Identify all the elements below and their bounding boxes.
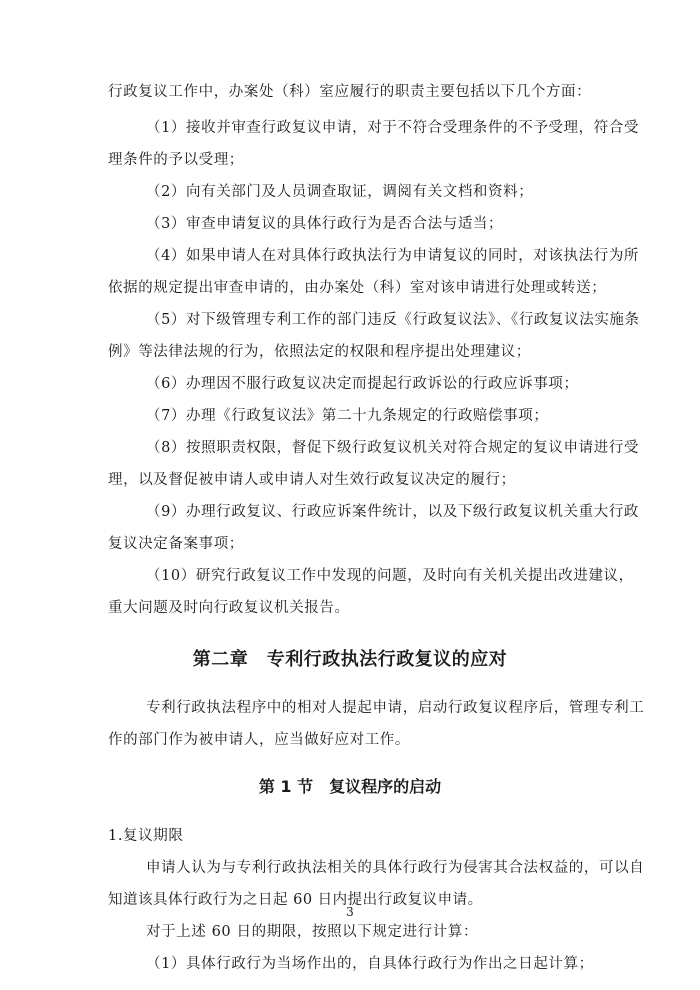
text-line: 复议决定备案事项； xyxy=(108,536,244,552)
text-line: 行政复议工作中，办案处（科）室应履行的职责主要包括以下几个方面： xyxy=(108,84,592,100)
text-line: 申请人认为与专利行政执法相关的具体行政行为侵害其合法权益的，可以自 xyxy=(146,860,645,876)
text-line: 例》等法律法规的行为，依照法定的权限和程序提出处理建议； xyxy=(108,344,531,360)
text-line: 依据的规定提出审查申请的，由办案处（科）室对该申请进行处理或转送； xyxy=(108,280,607,296)
text-line: （7）办理《行政复议法》第二十九条规定的行政赔偿事项； xyxy=(146,408,549,424)
text-line: （9）办理行政复议、行政应诉案件统计，以及下级行政复议机关重大行政 xyxy=(146,504,640,520)
page-number-container xyxy=(0,905,700,919)
text-line: （6）办理因不服行政复议决定而提起行政诉讼的行政应诉事项； xyxy=(146,376,579,392)
text-line: （4）如果申请人在对具体行政执法行为申请复议的同时，对该执法行为所 xyxy=(146,248,640,264)
text-line: 重大问题及时向行政复议机关报告。 xyxy=(108,600,350,616)
text-line: （10）研究行政复议工作中发现的问题，及时向有关机关提出改进建议， xyxy=(146,568,634,584)
text-line: （3）审查申请复议的具体行政行为是否合法与适当； xyxy=(146,216,504,232)
text-line: （2）向有关部门及人员调查取证，调阅有关文档和资料； xyxy=(146,184,534,200)
text-line: 知道该具体行政行为之日起 60 日内提出行政复议申请。 xyxy=(108,892,483,908)
sub-heading: 1.复议期限 xyxy=(108,828,184,844)
section-heading: 第 1 节 复议程序的启动 xyxy=(258,777,442,796)
chapter-heading: 第二章 专利行政执法行政复议的应对 xyxy=(192,649,508,670)
text-line: （1）接收并审查行政复议申请，对于不符合受理条件的不予受理，符合受 xyxy=(146,120,640,136)
text-line: 理，以及督促被申请人或申请人对生效行政复议决定的履行； xyxy=(108,472,516,488)
text-line: 专利行政执法程序中的相对人提起申请，启动行政复议程序后，管理专利工 xyxy=(146,700,645,716)
text-line: （5）对下级管理专利工作的部门违反《行政复议法》、《行政复议法实施条 xyxy=(146,312,640,328)
text-line: （8）按照职责权限，督促下级行政复议机关对符合规定的复议申请进行受 xyxy=(146,440,640,456)
text-line: 作的部门作为被申请人，应当做好应对工作。 xyxy=(108,732,410,748)
text-line: 理条件的予以受理； xyxy=(108,152,244,168)
text-line: （1）具体行政行为当场作出的，自具体行政行为作出之日起计算； xyxy=(146,956,594,972)
text-line: 对于上述 60 日的期限，按照以下规定进行计算： xyxy=(146,924,479,940)
page-number: 3 xyxy=(346,905,354,919)
